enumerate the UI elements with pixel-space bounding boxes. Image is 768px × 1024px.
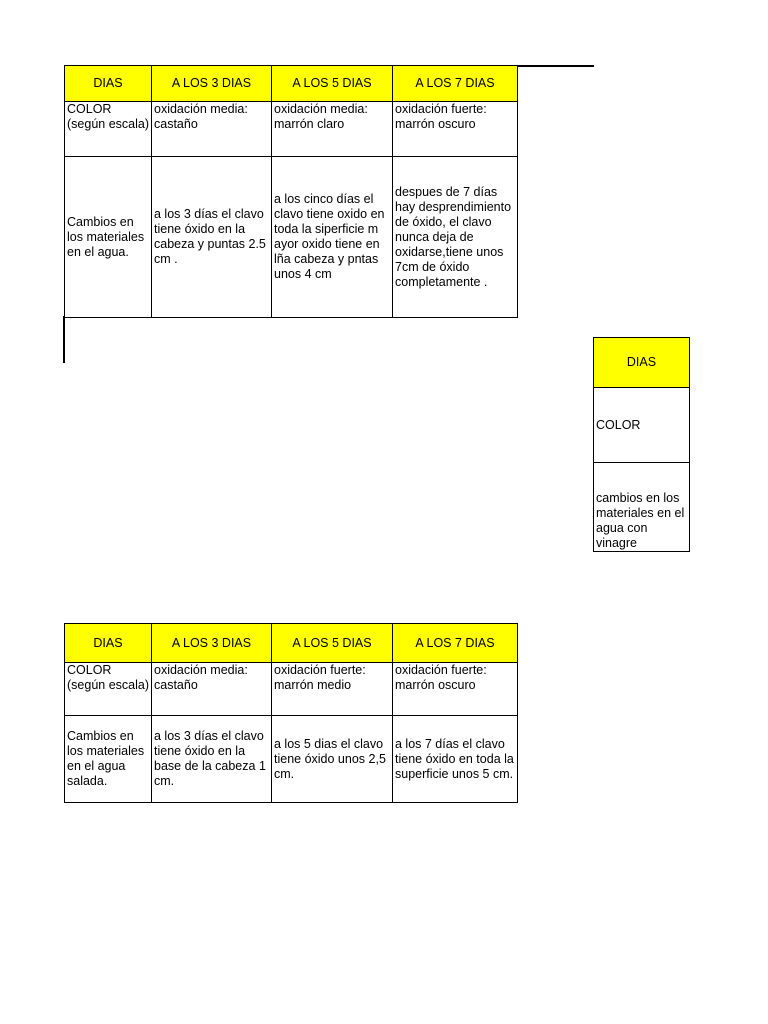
header-cell-5-days: A LOS 5 DIAS: [272, 66, 393, 102]
table-row: [65, 157, 518, 318]
row-label-changes: Cambios en los materiales en el agua salada.: [65, 716, 152, 803]
cell-color-5-days: oxidación media: marrón claro: [272, 102, 393, 157]
cell-color-7-days: oxidación fuerte: marrón oscuro: [393, 663, 518, 716]
table-water: [64, 65, 518, 318]
table-vinegar: [593, 337, 690, 552]
row-label-color: COLOR: [594, 388, 690, 463]
cell-changes-3-days: a los 3 días el clavo tiene óxido en la base de la cabeza 1 cm.: [152, 716, 272, 803]
cell-changes-3-days: a los 3 días el clavo tiene óxido en la cabeza y puntas 2.5 cm .: [152, 157, 272, 318]
header-cell-7-days: A LOS 7 DIAS: [393, 624, 518, 663]
table-row: [594, 463, 690, 552]
header-row: [65, 66, 518, 102]
cell-color-7-days: oxidación fuerte: marrón oscuro: [393, 102, 518, 157]
cell-changes-7-days: a los 7 días el clavo tiene óxido en toda la superficie unos 5 cm.: [393, 716, 518, 803]
header-row: [594, 338, 690, 388]
table-row: [65, 102, 518, 157]
header-cell-days: DIAS: [65, 66, 152, 102]
cell-changes-5-days: a los cinco días el clavo tiene oxido en toda la siperficie m ayor oxido tiene en lña cabeza y pntas unos 4 cm: [272, 157, 393, 318]
table-salt-water: [64, 623, 518, 803]
header-cell-days: DIAS: [594, 338, 690, 388]
table-row: [65, 716, 518, 803]
table-row: [594, 388, 690, 463]
cell-changes-5-days: a los 5 dias el clavo tiene óxido unos 2,5 cm.: [272, 716, 393, 803]
grid-line: [518, 65, 594, 67]
cell-color-3-days: oxidación media: castaño: [152, 102, 272, 157]
header-cell-7-days: A LOS 7 DIAS: [393, 66, 518, 102]
cell-color-3-days: oxidación media: castaño: [152, 663, 272, 716]
row-label-color: COLOR (según escala): [65, 663, 152, 716]
row-label-color: COLOR (según escala): [65, 102, 152, 157]
header-cell-days: DIAS: [65, 624, 152, 663]
cell-changes-7-days: despues de 7 días hay desprendimiento de óxido, el clavo nunca deja de oxidarse,tiene unos 7cm de óxido completamente .: [393, 157, 518, 318]
row-label-changes: Cambios en los materiales en el agua.: [65, 157, 152, 318]
header-cell-3-days: A LOS 3 DIAS: [152, 66, 272, 102]
header-row: [65, 624, 518, 663]
grid-line: [63, 316, 65, 363]
header-cell-5-days: A LOS 5 DIAS: [272, 624, 393, 663]
table-row: [65, 663, 518, 716]
header-cell-3-days: A LOS 3 DIAS: [152, 624, 272, 663]
cell-color-5-days: oxidación fuerte: marrón medio: [272, 663, 393, 716]
row-label-changes: cambios en los materiales en el agua con vinagre: [594, 463, 690, 552]
